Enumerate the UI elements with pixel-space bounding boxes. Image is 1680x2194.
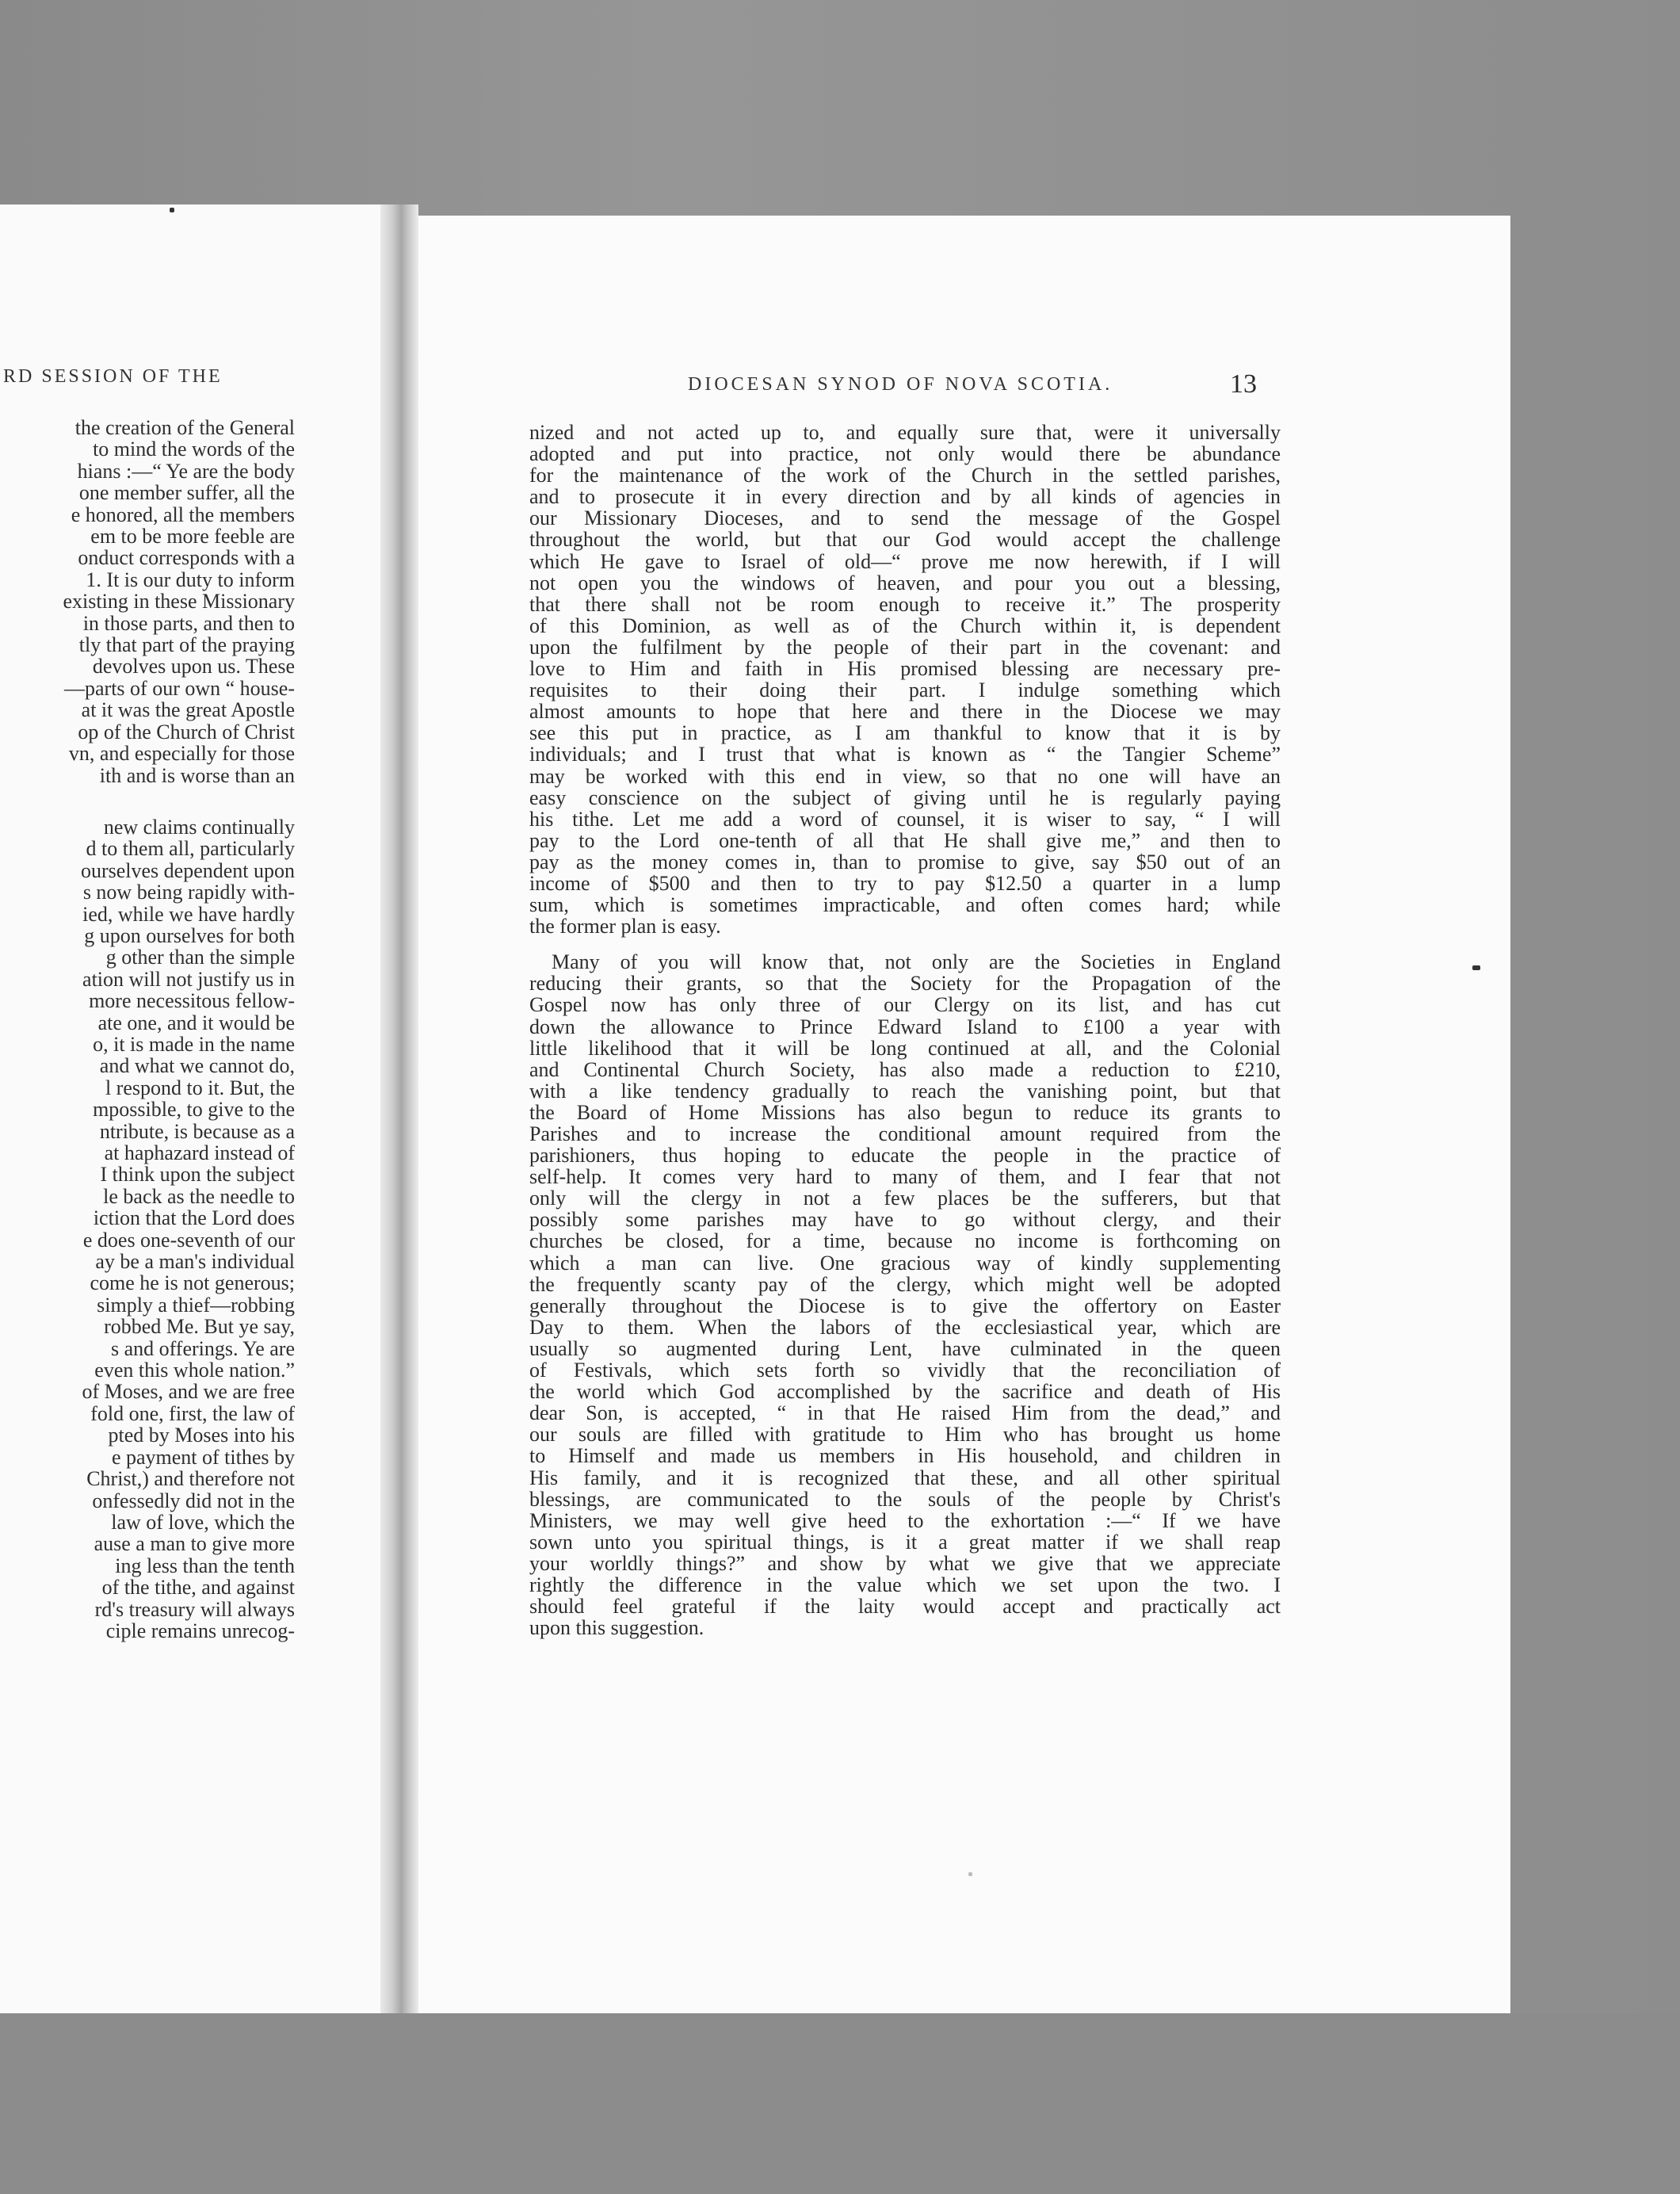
text-line: upon this suggestion. [529,1616,704,1640]
text-line: pted by Moses into his [108,1424,295,1447]
text-line: 1. It is our duty to inform [86,568,295,591]
text-line: em to be more feeble are [90,525,295,548]
text-line: one member suffer, all the [78,481,295,505]
text-line: and Continental Church Society, has also made a reduction to £210, [529,1057,1281,1081]
text-line: Gospel now has only three of our Clergy on its list, and has cut [529,993,1281,1017]
text-line: s now being rapidly with- [82,881,295,904]
text-line: usually so augmented during Lent, have culminated in the queen [529,1336,1281,1360]
text-line: sown unto you spiritual things, is it a great matter if we shall reap [529,1530,1281,1554]
text-line: d to them all, particularly [86,837,295,861]
text-line: law of love, which the [111,1510,295,1534]
text-line: little likelihood that it will be long continued at all, and the Colonial [529,1036,1281,1060]
text-line: o, it is made in the name [93,1032,295,1056]
left-running-header: RD SESSION OF THE [3,366,223,387]
text-line: to mind the words of the [93,438,295,461]
text-line: Christ,) and therefore not [86,1467,295,1491]
text-line: ourselves dependent upon [80,858,295,882]
text-line: his tithe. Let me add a word of counsel, it is wiser to say, “ I will [529,807,1281,831]
text-line: nized and not acted up to, and equally sure that, were it universally [529,421,1281,444]
text-line: churches be closed, for a time, because no income is forthcoming on [529,1229,1281,1253]
text-line: which He gave to Israel of old—“ prove me now herewith, if I will [529,549,1281,573]
text-line: and to prosecute it in every direction and by all kinds of agencies in [529,485,1281,509]
text-line: e honored, all the members [71,503,295,526]
text-line: almost amounts to hope that here and there in the Diocese we may [529,700,1281,724]
text-line: dear Son, is accepted, “ in that He raised Him from the dead,” and [529,1401,1281,1425]
text-line: blessings, are communicated to the souls of the people by Christ's [529,1487,1281,1511]
text-line: of this Dominion, as well as of the Church within it, is dependent [529,613,1281,637]
scan-bottom-area [0,2013,1680,2194]
text-line: op of the Church of Christ [78,720,295,743]
text-line: see this put in practice, as I am thankful to know that it is by [529,721,1281,745]
text-line: ciple remains unrecog- [105,1619,295,1642]
text-line: new claims continually [103,815,295,839]
text-line: not open you the windows of heaven, and pour you out a blessing, [529,571,1281,594]
text-line: reducing their grants, so that the Society for the Propagation of the [529,972,1281,996]
page-number: 13 [1230,369,1257,399]
text-line: may be worked with this end in view, so that no one will have an [529,764,1281,788]
text-line: ith and is worse than an [99,763,295,787]
text-line: which a man can live. One gracious way of kindly supplementing [529,1251,1281,1275]
scan-speck [968,1872,972,1876]
text-line: fold one, first, the law of [90,1401,295,1425]
text-line: vn, and especially for those [68,742,295,766]
text-line: robbed Me. But ye say, [104,1315,295,1339]
text-line: of Festivals, which sets forth so vividly that the reconciliation of [529,1359,1281,1382]
text-line: pay to the Lord one-tenth of all that He shall give me,” and then to [529,828,1281,852]
text-line: ing less than the tenth [115,1554,295,1577]
text-line: with a like tendency gradually to reach the vanishing point, but that [529,1079,1281,1103]
text-line: Day to them. When the labors of the ecclesiastical year, which are [529,1315,1281,1339]
text-line: your worldly things?” and show by what we give that we appreciate [529,1551,1281,1575]
text-line: ied, while we have hardly [82,902,295,926]
text-line: the former plan is easy. [529,915,721,938]
scan-speck [170,208,174,212]
text-line: onduct corresponds with a [78,546,295,570]
text-line: iction that the Lord does [93,1206,295,1230]
text-line: —parts of our own “ house- [64,676,295,700]
text-line: easy conscience on the subject of giving until he is regularly paying [529,785,1281,809]
text-line: rightly the difference in the value which we set upon the two. I [529,1573,1281,1596]
text-line: even this whole nation.” [94,1359,295,1382]
text-line: His family, and it is recognized that these, and all other spiritual [529,1466,1281,1489]
text-line: pay as the money comes in, than to promise to give, say $50 out of an [529,850,1281,873]
text-line: should feel grateful if the laity would accept and practically act [529,1595,1281,1619]
running-header: DIOCESAN SYNOD OF NOVA SCOTIA. [688,374,1113,395]
text-line: of Moses, and we are free [82,1380,295,1404]
text-line: adopted and put into practice, not only would there be abundance [529,442,1281,466]
text-line: rd's treasury will always [94,1597,295,1621]
text-line: ay be a man's individual [95,1250,295,1274]
text-line: Ministers, we may well give heed to the exhortation :—“ If we have [529,1508,1281,1532]
text-line: simply a thief—robbing [97,1293,295,1317]
text-line: that there shall not be room enough to receive it.” The prosperity [529,592,1281,616]
text-line: tly that part of the praying [78,633,295,657]
text-line: parishioners, thus hoping to educate the people in the practice of [529,1144,1281,1168]
text-line: and what we cannot do, [99,1054,295,1078]
text-line: ation will not justify us in [82,967,295,991]
text-line: existing in these Missionary [63,590,295,613]
paragraph-gap [529,937,1281,951]
text-line: down the allowance to Prince Edward Island to £100 a year with [529,1015,1281,1038]
text-line: possibly some parishes may have to go without clergy, and their [529,1208,1281,1232]
text-line: income of $500 and then to try to pay $12.50 a quarter in a lump [529,871,1281,895]
paragraph-gap [63,786,295,816]
text-line: the world which God accomplished by the sacrifice and death of His [529,1380,1281,1404]
text-line: ause a man to give more [94,1532,295,1556]
scan-speck [1472,965,1480,970]
text-line: ntribute, is because as a [99,1119,295,1143]
text-line: our Missionary Dioceses, and to send the message of the Gospel [529,506,1281,530]
text-line: our souls are filled with gratitude to Him who has brought us home [529,1423,1281,1447]
text-line: l respond to it. But, the [105,1076,295,1099]
text-line: e does one-seventh of our [82,1228,295,1252]
text-line: in those parts, and then to [82,611,295,635]
text-line: self-help. It comes very hard to many of them, and I fear that not [529,1165,1281,1189]
text-line: throughout the world, but that our God would accept the challenge [529,528,1281,552]
left-page [0,204,395,2013]
text-line: the creation of the General [74,416,295,439]
text-line: Parishes and to increase the conditional amount required from the [529,1122,1281,1145]
text-line: e payment of tithes by [111,1445,295,1469]
text-line: to Himself and made us members in His household, and children in [529,1444,1281,1468]
text-line: individuals; and I trust that what is known as “ the Tangier Scheme” [529,743,1281,766]
book-gutter [380,204,418,2013]
text-line: generally throughout the Diocese is to give the offertory on Easter [529,1294,1281,1317]
page-body [529,422,1281,1638]
text-line: g other than the simple [105,946,295,969]
text-line: ate one, and it would be [97,1011,295,1034]
left-page-text [63,417,295,1642]
text-line: devolves upon us. These [92,655,295,678]
text-line: mpossible, to give to the [93,1098,295,1122]
text-line: at it was the great Apostle [81,698,295,722]
text-line: of the tithe, and against [101,1576,295,1600]
text-line: hians :—“ Ye are the body [77,459,295,483]
text-line: come he is not generous; [90,1271,295,1295]
text-line: more necessitous fellow- [89,989,295,1013]
right-page [418,216,1510,2013]
text-line: sum, which is sometimes impracticable, and often comes hard; while [529,893,1281,917]
text-line: the frequently scanty pay of the clergy, which might well be adopted [529,1272,1281,1296]
text-line: s and offerings. Ye are [110,1336,295,1360]
text-line: love to Him and faith in His promised blessing are necessary pre- [529,657,1281,681]
text-line: the Board of Home Missions has also begun to reduce its grants to [529,1100,1281,1124]
text-line: only will the clergy in not a few places be the sufferers, but that [529,1187,1281,1210]
text-line: upon the fulfilment by the people of their part in the covenant: and [529,635,1281,659]
text-line: I think upon the subject [100,1163,295,1187]
text-line: le back as the needle to [103,1184,295,1208]
text-line: g upon ourselves for both [84,923,295,947]
text-line: for the maintenance of the work of the Church in the settled parishes, [529,464,1281,487]
text-line: at haphazard instead of [104,1141,295,1164]
text-line: requisites to their doing their part. I indulge something which [529,678,1281,702]
text-line: onfessedly did not in the [92,1489,295,1512]
text-line: Many of you will know that, not only are the Societies in England [552,950,1281,974]
